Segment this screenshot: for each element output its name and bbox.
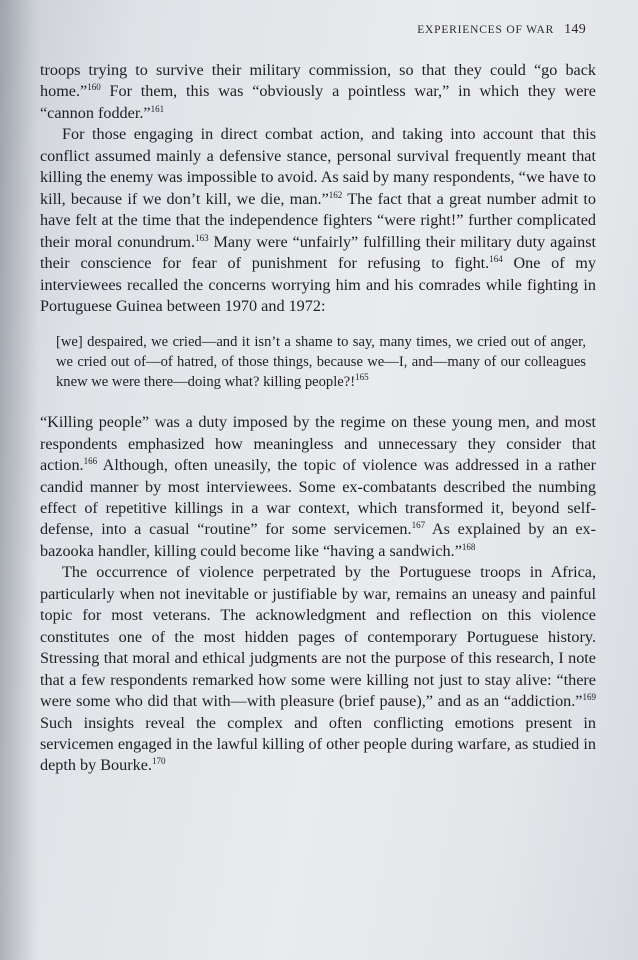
block-quote-text: [we] despaired, we cried—and it isn’t a shame to say, many times, we cried out of anger, we cried out of—of hatred, of those things, because we—I, and—many of our colleagues knew we were there—doing what? killing people?! [56,334,586,391]
footnote-ref-168: 168 [461,541,476,552]
paragraph-3-text-c: As explained by an ex-bazooka handler, killing could become like “having a sandwich.” [40,520,596,560]
footnote-ref-164: 164 [489,254,503,265]
paragraph-4-text-a: The occurrence of violence perpetrated by the Portuguese troops in Africa, particularly when not inevitable or justifiable by war, remains an uneasy and painful topic for most veterans. The acknowledgment and reflection on this violence constitutes one of the most hidden pages of contemporary Portuguese history. Stressing that moral and ethical judgments are not the purpose of this research, I note that a few respondents remarked how some were killing not just to stay alive: “there were some who did that with—with pleasure (brief pause),” and as an “addiction.” [40,563,596,711]
paragraph-4-text-b: Such insights reveal the complex and often conflicting emotions present in servicemen engaged in the lawful killing of other people during warfare, as studied in depth by Bourke. [40,713,596,775]
paragraph-2-text-d: One of my interviewees recalled the concerns worrying him and his comrades while fighting in Portuguese Guinea between 1970 and 1972: [40,254,596,315]
page-number: 149 [564,22,586,37]
footnote-ref-165: 165 [355,372,369,383]
paragraph-1 [40,60,596,124]
paragraph-2 [40,124,596,317]
running-title: EXPERIENCES OF WAR [417,24,555,36]
paragraph-2-text-c: Many were “unfairly” fulfilling their military duty against their conscience for fear of punishment for refusing to fight. [40,232,596,273]
paragraph-1-text-b: For them, this was “obviously a pointless war,” in which they were “cannon fodder.” [40,82,596,122]
paragraph-1-text-a: troops trying to survive their military commission, so that they could “go back home.” [40,61,596,101]
footnote-ref-167: 167 [411,520,426,531]
footnote-ref-162: 162 [328,189,343,200]
paragraph-3-text-b: Although, often uneasily, the topic of violence was addressed in a rather candid manner by most interviewees. Some ex-combatants described the numbing effect of repetitive killings in a war context, which transformed it, beyond self-defense, into a casual “routine” for some servicemen. [40,456,596,539]
footnote-ref-163: 163 [195,232,209,243]
running-head [417,22,586,38]
footnote-ref-170: 170 [151,756,166,767]
paragraph-3 [40,412,596,562]
page-curl-shadow [0,0,38,960]
footnote-ref-169: 169 [582,692,596,703]
paragraph-2-text-a: For those engaging in direct combat action, and taking into account that this conflict assumed mainly a defensive stance, personal survival frequently meant that killing the enemy was impossible to avoid. As said by many respondents, “we have to kill, because if we don’t kill, we die, man.” [40,125,596,208]
paragraph-4 [40,562,596,777]
footnote-ref-161: 161 [150,103,165,114]
footnote-ref-166: 166 [83,456,98,467]
block-quote [56,333,586,393]
paragraph-2-text-b: The fact that a great number admit to have felt at the time that the independence fighters “were right!” further complicated their moral conundrum. [40,189,596,251]
paragraph-3-text-a: “Killing people” was a duty imposed by the regime on these young men, and most respondents emphasized how meaningless and unnecessary they consider that action. [40,413,596,475]
body-text [40,60,596,777]
footnote-ref-160: 160 [87,82,101,93]
